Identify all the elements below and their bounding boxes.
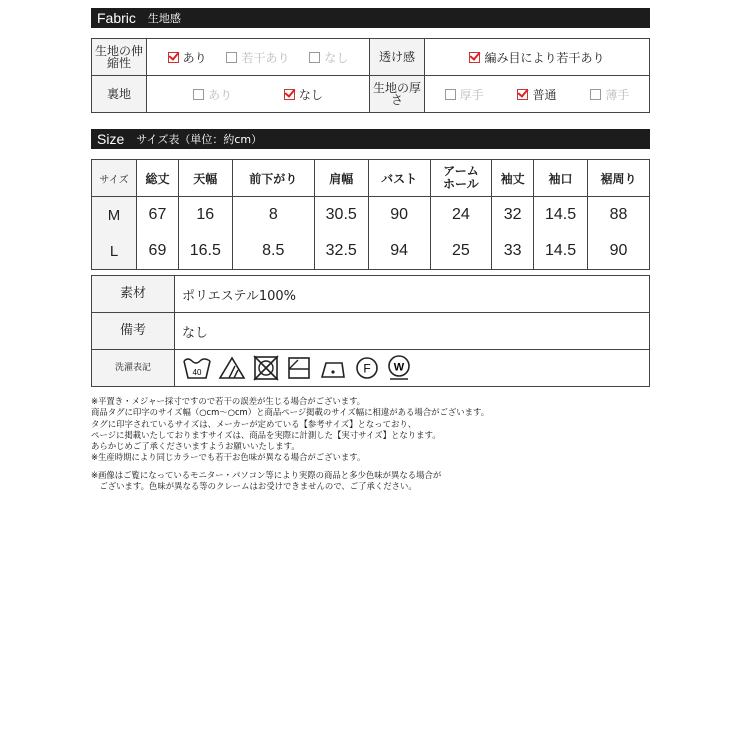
material-label: 素材 bbox=[92, 276, 175, 313]
thickness-label: 生地の厚さ bbox=[370, 76, 425, 113]
note-line: ※画像はご覧になっているモニター・パソコン等により実際の商品と多少色味が異なる場合が bbox=[91, 469, 442, 480]
table-row bbox=[92, 197, 650, 234]
note-line: 商品タグに印字のサイズ幅（○cm～○cm）と商品ページ掲載のサイズ幅に相違がある場合がございます。 bbox=[91, 407, 490, 418]
thickness-option-thick: 厚手 bbox=[445, 86, 484, 103]
info-table bbox=[91, 275, 650, 387]
size-cell: 69 bbox=[137, 233, 179, 270]
size-header-hem: 裾周り bbox=[587, 160, 649, 197]
stretch-label: 生地の伸縮性 bbox=[92, 39, 147, 76]
checkbox-checked-icon bbox=[469, 52, 480, 63]
iron-low-icon bbox=[318, 355, 348, 381]
dry-clean-f-icon bbox=[354, 355, 380, 381]
size-cell: 14.5 bbox=[534, 233, 588, 270]
size-cell: 67 bbox=[137, 197, 179, 234]
note-line: あらかじめご了承くださいますようお願いいたします。 bbox=[91, 441, 300, 452]
lining-options bbox=[147, 76, 370, 113]
size-cell: M bbox=[92, 197, 137, 234]
fabric-title-en: Fabric bbox=[97, 10, 136, 26]
fabric-section-header bbox=[91, 8, 650, 28]
size-cell: 32 bbox=[492, 197, 534, 234]
stretch-option-slight: 若干あり bbox=[226, 49, 289, 66]
size-cell: 25 bbox=[430, 233, 492, 270]
note-line: ※生産時期により同じカラーでも若干お色味が異なる場合がございます。 bbox=[91, 452, 366, 463]
size-header-cuff: 袖口 bbox=[534, 160, 588, 197]
size-cell: 88 bbox=[587, 197, 649, 234]
note-line: タグに印字されているサイズは、メーカーが定めている【参考サイズ】となっており、 bbox=[91, 418, 417, 429]
checkbox-checked-icon bbox=[284, 89, 295, 100]
care-icons bbox=[175, 350, 650, 387]
bleach-icon bbox=[218, 355, 246, 381]
size-table bbox=[91, 159, 650, 270]
care-label: 洗濯表記 bbox=[92, 350, 175, 387]
note-line: ※平置き・メジャー採寸ですので若干の誤差が生じる場合がございます。 bbox=[91, 396, 366, 406]
size-cell: 30.5 bbox=[314, 197, 368, 234]
wet-clean-w-text: W bbox=[393, 361, 405, 374]
size-cell: 24 bbox=[430, 197, 492, 234]
dry-clean-f-text: F bbox=[363, 361, 371, 376]
size-cell: 90 bbox=[368, 197, 430, 234]
size-header-bust: バスト bbox=[368, 160, 430, 197]
sheer-options bbox=[425, 39, 650, 76]
material-value: ポリエステル100% bbox=[175, 276, 650, 313]
size-header-front-drop: 前下がり bbox=[232, 160, 314, 197]
size-header-neck-width: 天幅 bbox=[178, 160, 232, 197]
lining-option-no: なし bbox=[284, 86, 323, 103]
stretch-option-no: なし bbox=[309, 49, 348, 66]
note-line: ございます。色味が異なる等のクレームはお受けできませんので、ご了承ください。 bbox=[91, 481, 417, 492]
checkbox-empty-icon bbox=[193, 89, 204, 100]
note-line: ページに掲載いたしておりますサイズは、商品を実際に計測した【実寸サイズ】となります。 bbox=[91, 429, 441, 440]
no-tumble-dry-icon bbox=[252, 355, 280, 381]
checkbox-checked-icon bbox=[168, 52, 179, 63]
checkbox-empty-icon bbox=[309, 52, 320, 63]
size-cell: 8.5 bbox=[232, 233, 314, 270]
thickness-option-normal: 普通 bbox=[517, 86, 556, 103]
remarks-label: 備考 bbox=[92, 313, 175, 350]
size-header-size: サイズ bbox=[92, 160, 137, 197]
checkbox-empty-icon bbox=[445, 89, 456, 100]
checkbox-checked-icon bbox=[517, 89, 528, 100]
wash-40-icon bbox=[182, 355, 212, 381]
wash-temp-text: 40 bbox=[192, 368, 202, 377]
size-cell: 32.5 bbox=[314, 233, 368, 270]
lining-option-yes: あり bbox=[193, 86, 232, 103]
size-cell: 94 bbox=[368, 233, 430, 270]
thickness-option-thin: 薄手 bbox=[590, 86, 629, 103]
fabric-title-jp: 生地感 bbox=[147, 12, 181, 25]
size-header-armhole: アーム ホール bbox=[430, 160, 492, 197]
size-header-length: 総丈 bbox=[137, 160, 179, 197]
table-row bbox=[92, 233, 650, 270]
sheer-option-slight: 編み目により若干あり bbox=[469, 49, 604, 66]
wet-clean-w-icon bbox=[386, 354, 412, 382]
size-header-sleeve-length: 袖丈 bbox=[492, 160, 534, 197]
stretch-option-yes: あり bbox=[168, 49, 207, 66]
checkbox-empty-icon bbox=[226, 52, 237, 63]
size-cell: 90 bbox=[587, 233, 649, 270]
thickness-options bbox=[425, 76, 650, 113]
size-header-shoulder: 肩幅 bbox=[314, 160, 368, 197]
size-cell: L bbox=[92, 233, 137, 270]
size-table-header-row bbox=[92, 160, 650, 197]
size-title-en: Size bbox=[97, 131, 125, 147]
size-cell: 14.5 bbox=[534, 197, 588, 234]
sheer-label: 透け感 bbox=[370, 39, 425, 76]
size-cell: 33 bbox=[492, 233, 534, 270]
stretch-options bbox=[147, 39, 370, 76]
size-cell: 8 bbox=[232, 197, 314, 234]
fabric-table bbox=[91, 38, 650, 113]
line-dry-icon bbox=[286, 355, 312, 381]
notes bbox=[91, 396, 651, 492]
size-cell: 16.5 bbox=[178, 233, 232, 270]
size-cell: 16 bbox=[178, 197, 232, 234]
lining-label: 裏地 bbox=[92, 76, 147, 113]
checkbox-empty-icon bbox=[590, 89, 601, 100]
size-title-jp: サイズ表（単位：約cm） bbox=[136, 133, 263, 146]
remarks-value: なし bbox=[175, 313, 650, 350]
size-section-header bbox=[91, 129, 650, 149]
